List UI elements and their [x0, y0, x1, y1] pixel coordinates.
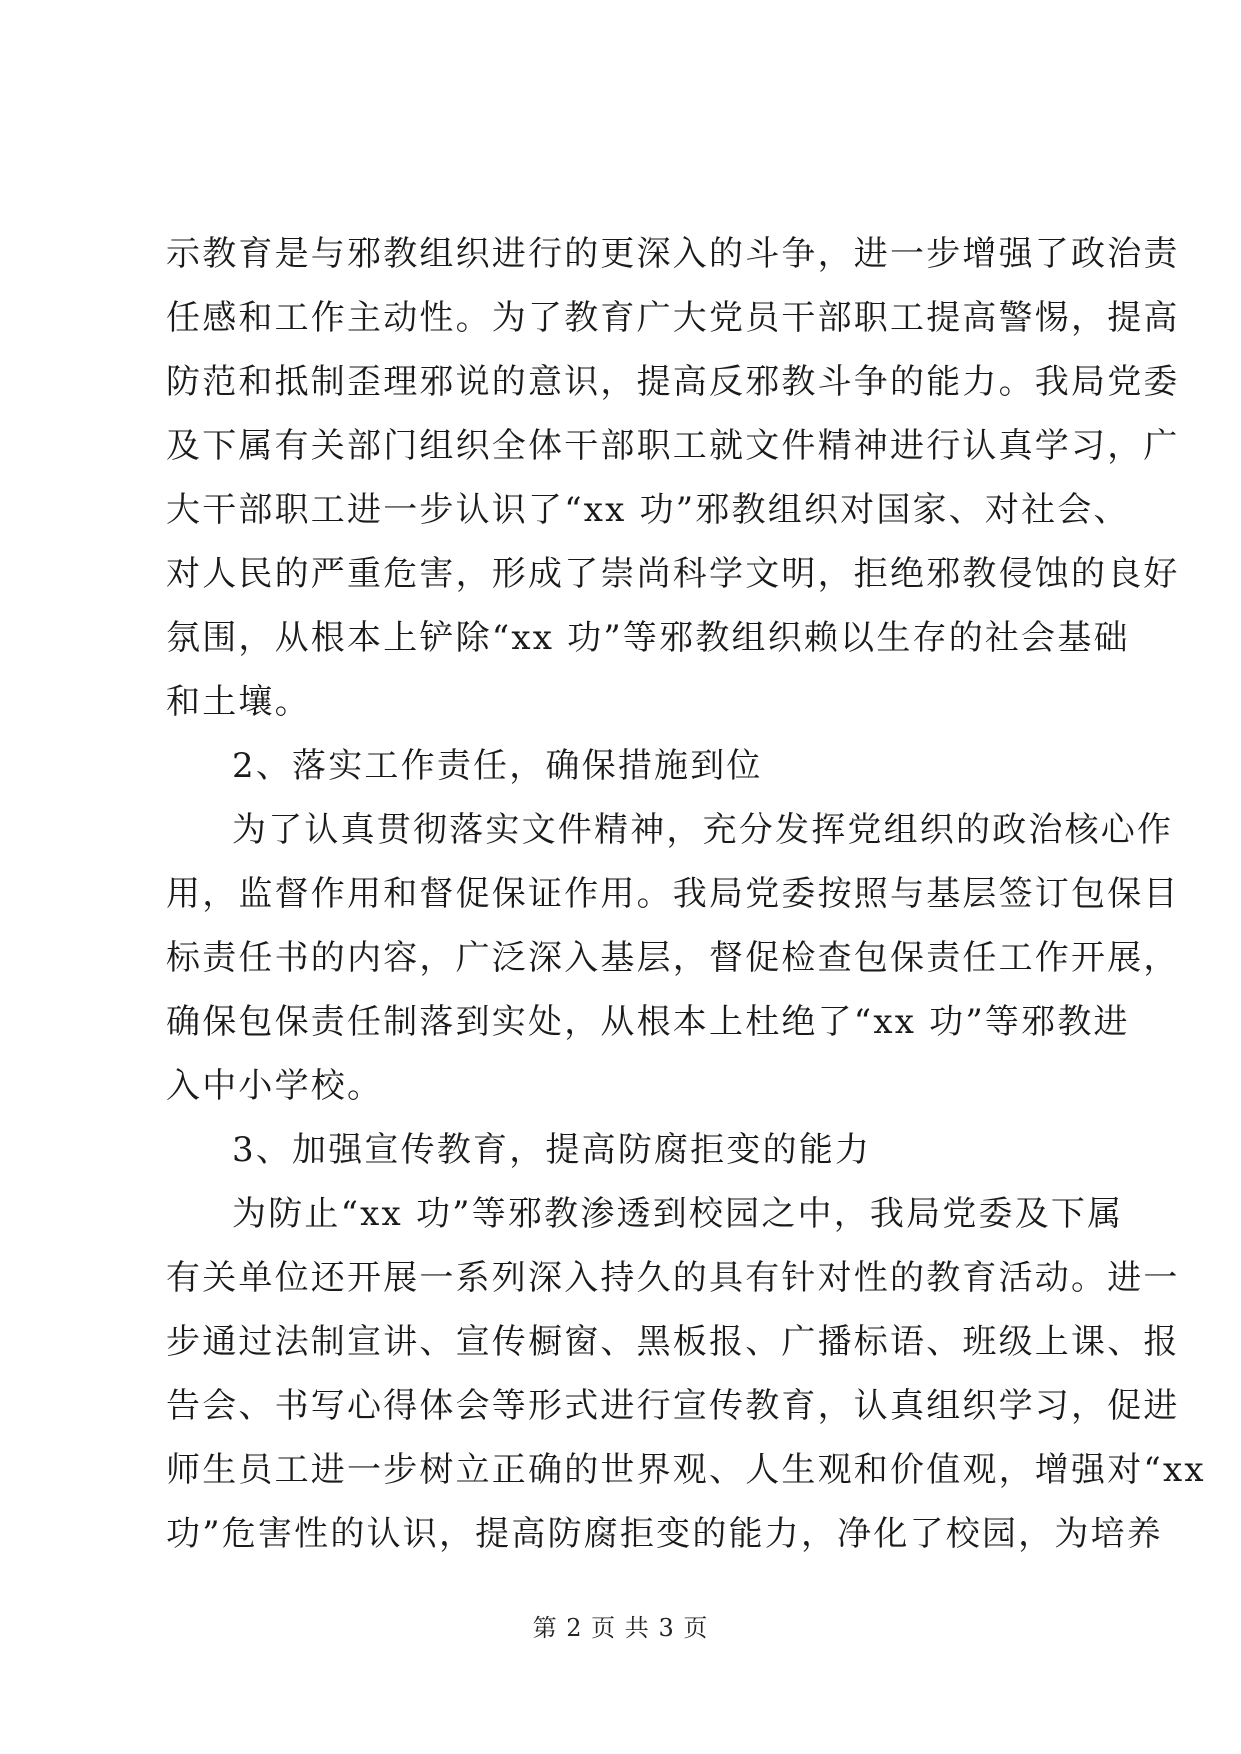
body-line-16: 为防止“xx 功”等邪教渗透到校园之中，我局党委及下属 — [232, 1194, 1124, 1234]
body-line-10: 为了认真贯彻落实文件精神，充分发挥党组织的政治核心作 — [232, 810, 1174, 850]
body-line-1: 示教育是与邪教组织进行的更深入的斗争，进一步增强了政治责 — [166, 234, 1180, 274]
body-line-14: 入中小学校。 — [166, 1066, 384, 1106]
body-line-20: 师生员工进一步树立正确的世界观、人生观和价值观，增强对“xx — [166, 1450, 1206, 1490]
page-number-footer: 第 2 页 共 3 页 — [532, 1614, 709, 1642]
body-line-5: 大干部职工进一步认识了“xx 功”邪教组织对国家、对社会、 — [166, 490, 1130, 530]
body-line-7: 氛围，从根本上铲除“xx 功”等邪教组织赖以生存的社会基础 — [166, 618, 1130, 658]
body-line-21: 功”危害性的认识，提高防腐拒变的能力，净化了校园，为培养 — [166, 1514, 1163, 1554]
body-line-4: 及下属有关部门组织全体干部职工就文件精神进行认真学习，广 — [166, 426, 1180, 466]
body-line-19: 告会、书写心得体会等形式进行宣传教育，认真组织学习，促进 — [166, 1386, 1180, 1426]
body-line-2: 任感和工作主动性。为了教育广大党员干部职工提高警惕，提高 — [166, 298, 1180, 338]
section-heading-3: 3、加强宣传教育，提高防腐拒变的能力 — [232, 1130, 872, 1170]
body-line-17: 有关单位还开展一系列深入持久的具有针对性的教育活动。进一 — [166, 1258, 1180, 1298]
section-heading-2: 2、落实工作责任，确保措施到位 — [232, 746, 763, 786]
body-line-3: 防范和抵制歪理邪说的意识，提高反邪教斗争的能力。我局党委 — [166, 362, 1180, 402]
body-line-12: 标责任书的内容，广泛深入基层，督促检查包保责任工作开展， — [166, 938, 1180, 978]
body-line-6: 对人民的严重危害，形成了崇尚科学文明，拒绝邪教侵蚀的良好 — [166, 554, 1180, 594]
body-line-11: 用，监督作用和督促保证作用。我局党委按照与基层签订包保目 — [166, 874, 1180, 914]
body-line-13: 确保包保责任制落到实处，从根本上杜绝了“xx 功”等邪教进 — [166, 1002, 1130, 1042]
body-line-8: 和土壤。 — [166, 682, 311, 722]
body-line-18: 步通过法制宣讲、宣传橱窗、黑板报、广播标语、班级上课、报 — [166, 1322, 1180, 1362]
